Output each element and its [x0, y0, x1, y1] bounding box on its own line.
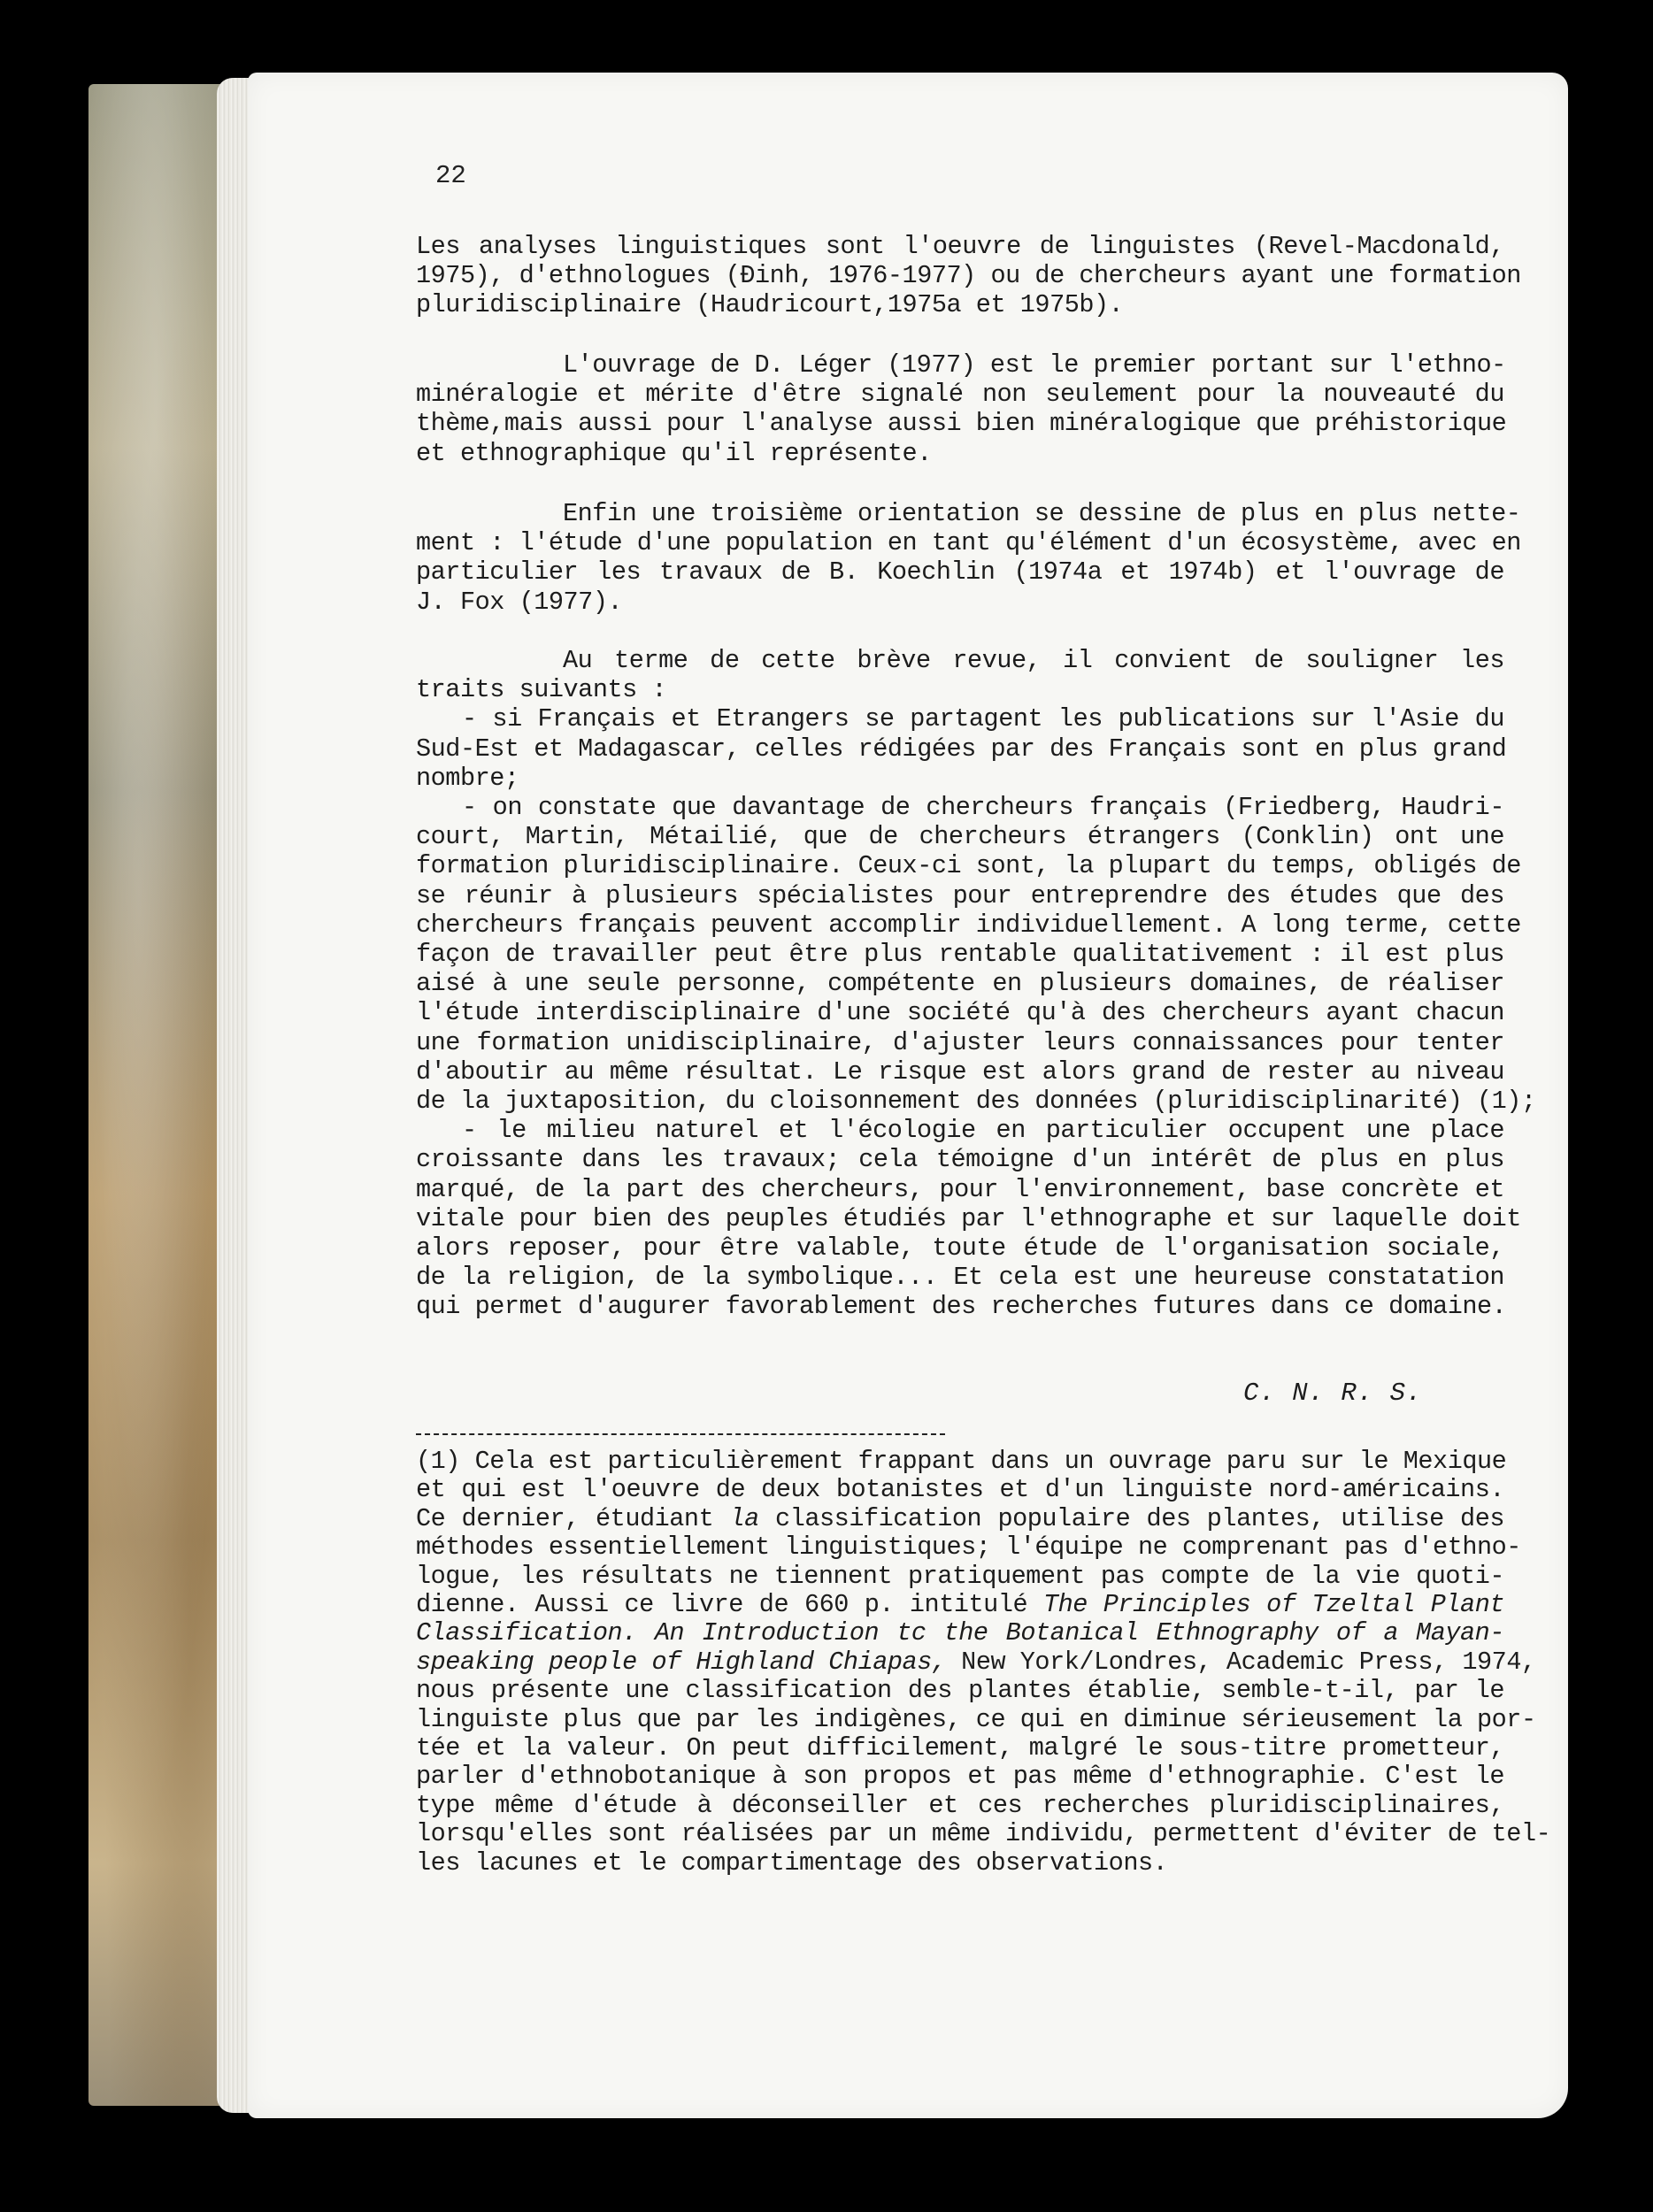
text-line: de la religion, de la symbolique... Et cela est une heureuse constatation: [416, 1263, 1504, 1293]
text-line: l'étude interdisciplinaire d'une société qu'à des chercheurs ayant chacun: [416, 998, 1504, 1028]
text-line: J. Fox (1977).: [416, 587, 623, 617]
text-line: alors reposer, pour être valable, toute étude de l'organisation sociale,: [416, 1233, 1504, 1263]
text-line: court, Martin, Métailié, que de chercheurs étrangers (Conklin) ont une: [416, 822, 1504, 852]
footnote-line: nous présente une classification des plantes établie, semble-t-il, par le: [416, 1676, 1504, 1706]
footnote-line: Ce dernier, étudiant la classification populaire des plantes, utilise des: [416, 1503, 1505, 1533]
paragraph-4: [416, 646, 1536, 1322]
text-line: d'aboutir au même résultat. Le risque est alors grand de rester au niveau: [416, 1056, 1504, 1087]
footnote-line: dienne. Aussi ce livre de 660 p. intitulé The Principles of Tzeltal Plant: [416, 1590, 1504, 1620]
text-line: façon de travailler peut être plus rentable qualitativement : il est plus: [416, 940, 1504, 970]
text-line: - le milieu naturel et l'écologie en particulier occupent une place: [462, 1116, 1504, 1146]
text-line: traits suivants :: [416, 675, 667, 705]
italic-title: The Principles of Tzeltal Plant: [1042, 1590, 1504, 1620]
text-line: Enfin une troisième orientation se dessine de plus en plus nette-: [563, 499, 1521, 528]
text-line: Sud-Est et Madagascar, celles rédigées par des Français sont en plus grand: [416, 733, 1507, 764]
italic-title: Classification. An Introduction tc the Botanical Ethnography of a Mayan-: [416, 1618, 1504, 1648]
text-line: pluridisciplinaire (Haudricourt,1975a et 1975b).: [416, 290, 1124, 320]
footnote-line: les lacunes et le compartimentage des observations.: [416, 1847, 1168, 1878]
text-line: formation pluridisciplinaire. Ceux-ci sont, la plupart du temps, obligés de: [416, 851, 1521, 881]
text-line: 1975), d'ethnologues (Đinh, 1976-1977) ou de chercheurs ayant une formation: [416, 261, 1521, 291]
paragraph-3: [416, 499, 1521, 617]
text-line: et ethnographique qu'il représente.: [416, 438, 932, 468]
footnote-line: linguiste plus que par les indigènes, ce qui en diminue sérieusement la por-: [416, 1704, 1536, 1734]
text-line: qui permet d'augurer favorablement des recherches futures dans ce domaine.: [416, 1292, 1507, 1322]
footnote-line: (1) Cela est particulièrement frappant dans un ouvrage paru sur le Mexique: [416, 1447, 1507, 1476]
footnote-line: [416, 1619, 1504, 1647]
text-line: thème,mais aussi pour l'analyse aussi bien minéralogique que préhistorique: [416, 409, 1507, 439]
text-line: chercheurs français peuvent accomplir individuellement. A long terme, cette: [416, 910, 1521, 940]
text-line: particulier les travaux de B. Koechlin (1974a et 1974b) et l'ouvrage de: [416, 557, 1504, 588]
text-line: - si Français et Etrangers se partagent les publications sur l'Asie du: [462, 704, 1504, 734]
text-line: croissante dans les travaux; cela témoigne d'un intérêt de plus en plus: [416, 1145, 1504, 1175]
footnote: [416, 1447, 1551, 1878]
text-line: L'ouvrage de D. Léger (1977) est le premier portant sur l'ethno-: [563, 350, 1506, 380]
text-line: de la juxtaposition, du cloisonnement des données (pluridisciplinarité) (1);: [416, 1087, 1536, 1117]
footnote-line: tée et la valeur. On peut difficilement, malgré le sous-titre prometteur,: [416, 1733, 1504, 1763]
text-line: nombre;: [416, 763, 519, 793]
footnote-line: méthodes essentiellement linguistiques; l'équipe ne comprenant pas d'ethno-: [416, 1532, 1521, 1563]
text-line: minéralogie et mérite d'être signalé non seulement pour la nouveauté du: [416, 380, 1504, 410]
page-number: 22: [435, 161, 466, 190]
footnote-line: logue, les résultats ne tiennent pratiquement pas compte de la vie quoti-: [416, 1561, 1504, 1591]
signature-cnrs: C. N. R. S.: [1243, 1379, 1423, 1408]
text-line: Au terme de cette brève revue, il convient de souligner les: [563, 646, 1504, 675]
text-line: se réunir à plusieurs spécialistes pour entreprendre des études que des: [416, 880, 1504, 910]
text-line: Les analyses linguistiques sont l'oeuvre de linguistes (Revel-Macdonald,: [416, 232, 1504, 261]
paragraph-2: [416, 350, 1507, 468]
footnote-line: speaking people of Highland Chiapas, New York/Londres, Academic Press, 1974,: [416, 1647, 1536, 1677]
paragraph-1: [416, 232, 1521, 320]
text-line: - on constate que davantage de chercheurs français (Friedberg, Haudri-: [462, 793, 1504, 823]
footnote-separator: [416, 1433, 945, 1435]
italic-title: speaking people of Highland Chiapas,: [416, 1647, 947, 1677]
text-line: ment : l'étude d'une population en tant qu'élément d'un écosystème, avec en: [416, 528, 1521, 558]
footnote-line: lorsqu'elles sont réalisées par un même individu, permettent d'éviter de tel-: [416, 1819, 1551, 1849]
footnote-line: parler d'ethnobotanique à son propos et pas même d'ethnographie. C'est le: [416, 1762, 1504, 1792]
text-line: marqué, de la part des chercheurs, pour l'environnement, base concrète et: [416, 1174, 1504, 1204]
footnote-line: et qui est l'oeuvre de deux botanistes et d'un linguiste nord-américains.: [416, 1475, 1504, 1505]
footnote-line: type même d'étude à déconseiller et ces recherches pluridisciplinaires,: [416, 1790, 1504, 1820]
text-line: une formation unidisciplinaire, d'ajuster leurs connaissances pour tenter: [416, 1027, 1504, 1057]
text-line: aisé à une seule personne, compétente en plusieurs domaines, de réaliser: [416, 969, 1504, 999]
italic-title: la: [729, 1503, 759, 1533]
text-line: vitale pour bien des peuples étudiés par l'ethnographe et sur laquelle doit: [416, 1203, 1521, 1233]
